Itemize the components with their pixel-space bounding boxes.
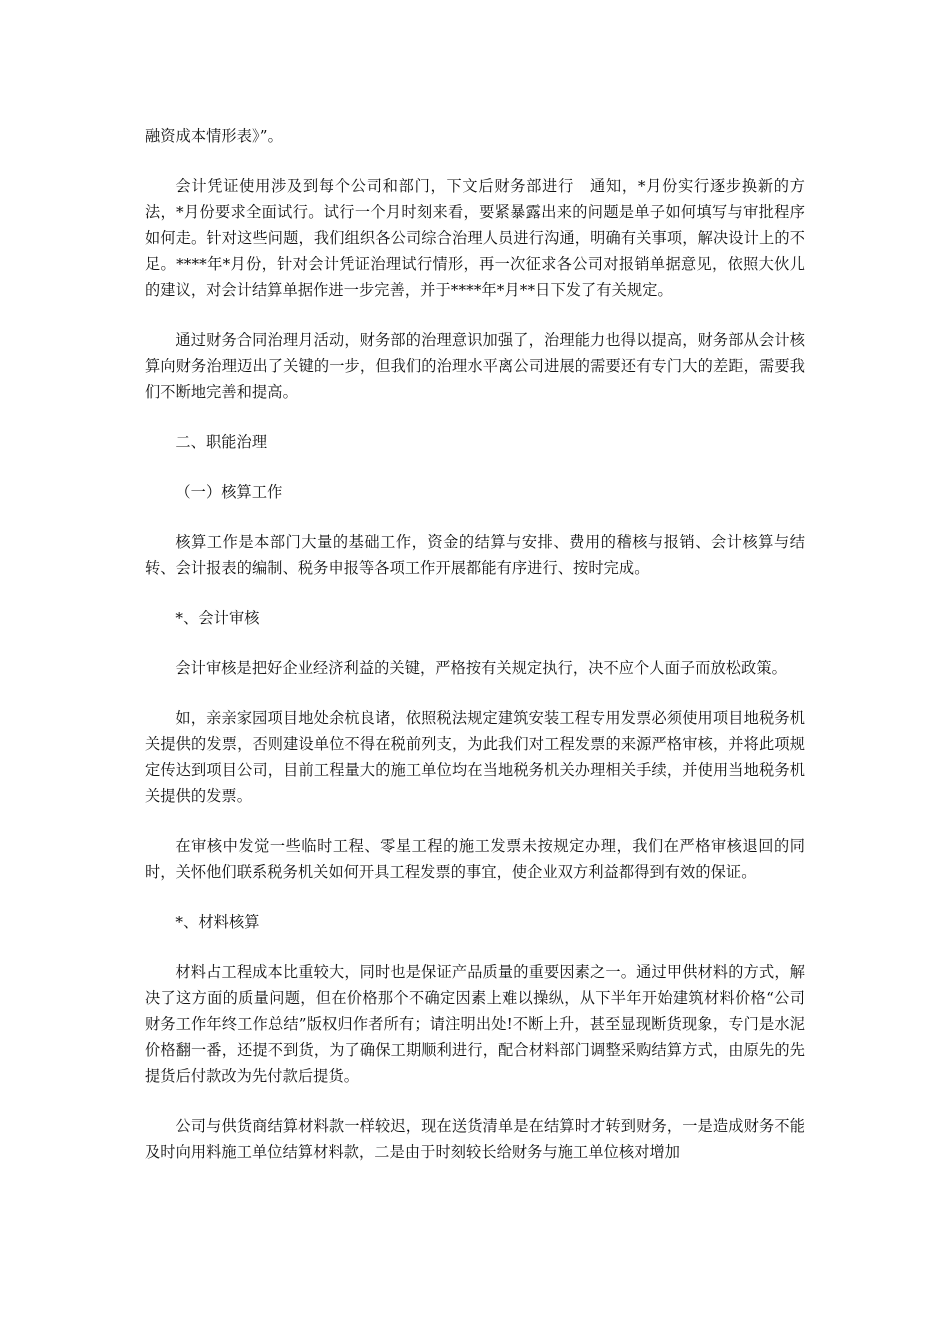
paragraph-supplier-settlement: 公司与供货商结算材料款一样较迟，现在送货清单是在结算时才转到财务，一是造成财务不能及时向用料施工单位结算材料款，二是由于时刻较长给财务与施工单位核对增加 — [145, 1117, 805, 1161]
paragraph-material-cost: 材料占工程成本比重较大，同时也是保证产品质量的重要因素之一。通过甲供材料的方式，解决了这方面的质量问题，但在价格那个不确定因素上难以操纵，从下半年开始建筑材料价格“公司财务工作年终工作总结”版权归作者所有；请注明出处!不断上升，甚至显现断货现象，专门是水泥价格翻一番，还提不到货，为了确保工期顺利进行，配合材料部门调整采购结算方式，由原先的先提货后付款改为先付款后提货。 — [145, 963, 805, 1085]
item-heading-accounting-audit: *、会计审核 — [175, 609, 260, 627]
paragraph-audit-example: 如，亲亲家园项目地处余杭良诸，依照税法规定建筑安装工程专用发票必须使用项目地税务机关提供的发票，否则建设单位不得在税前列支，为此我们对工程发票的来源严格审核，并将此项规定传达到项目公司，目前工程量大的施工单位均在当地税务机关办理相关手续，并使用当地税务机关提供的发票。 — [145, 709, 805, 805]
subsection-heading-accounting-work: （一）核算工作 — [175, 483, 283, 501]
paragraph-accounting-voucher: 会计凭证使用涉及到每个公司和部门，下文后财务部进行 通知，*月份实行逐步换新的方法，*月份要求全面试行。试行一个月时刻来看，要紧暴露出来的问题是单子如何填写与审批程序如何走。针对这些问题，我们组织各公司综合治理人员进行沟通，明确有关事项，解决设计上的不足。****年*月份，针对会计凭证治理试行情形，再一次征求各公司对报销单据意见，依照大伙儿的建议，对会计结算单据作进一步完善，并于****年*月**日下发了有关规定。 — [145, 177, 805, 299]
document-body — [145, 123, 805, 1165]
section-heading-functional-management: 二、职能治理 — [175, 433, 268, 451]
paragraph-accounting-work: 核算工作是本部门大量的基础工作，资金的结算与安排、费用的稽核与报销、会计核算与结转、会计报表的编制、税务申报等各项工作开展都能有序进行、按时完成。 — [145, 533, 805, 577]
paragraph-continuation: 融资成本情形表》”。 — [145, 127, 283, 145]
item-heading-material-accounting: *、材料核算 — [175, 913, 260, 931]
paragraph-contract-management-month: 通过财务合同治理月活动，财务部的治理意识加强了，治理能力也得以提高，财务部从会计核算向财务治理迈出了关键的一步，但我们的治理水平离公司进展的需要还有专门大的差距，需要我们不断地完善和提高。 — [145, 331, 805, 401]
paragraph-accounting-audit: 会计审核是把好企业经济利益的关键，严格按有关规定执行，决不应个人面子而放松政策。 — [175, 659, 787, 677]
paragraph-audit-findings: 在审核中发觉一些临时工程、零星工程的施工发票未按规定办理，我们在严格审核退回的同时，关怀他们联系税务机关如何开具工程发票的事宜，使企业双方利益都得到有效的保证。 — [145, 837, 805, 881]
